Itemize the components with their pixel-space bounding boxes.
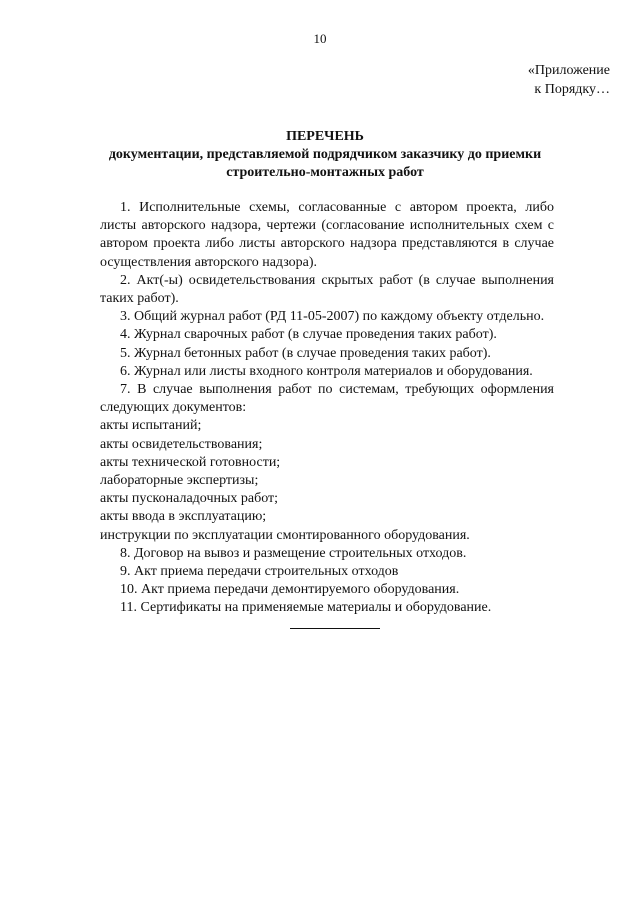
list-item-10: 10. Акт приема передачи демонтируемого оборудования. xyxy=(120,582,460,598)
list-subitem: акты ввода в эксплуатацию; xyxy=(100,509,267,525)
document-heading xyxy=(60,128,590,182)
list-subitem: акты технической готовности; xyxy=(100,454,281,470)
heading-subtitle-line-2: строительно-монтажных работ xyxy=(226,165,424,180)
list-item-4: 4. Журнал сварочных работ (в случае проведения таких работ). xyxy=(120,327,497,343)
page-number: 10 xyxy=(313,31,327,46)
list-item-1: 1. Исполнительные схемы, согласованные с автором проекта, либо листы авторского надзора, чертежи (согласование исполнительных схем с автором проекта либо листы авторского надзора представляются в случае осуществления авторского надзора). xyxy=(100,200,554,270)
appendix-reference xyxy=(528,61,610,99)
list-item-8: 8. Договор на вывоз и размещение строительных отходов. xyxy=(120,545,467,561)
list-item-3: 3. Общий журнал работ (РД 11-05-2007) по каждому объекту отдельно. xyxy=(120,309,545,325)
appendix-line-2: к Порядку… xyxy=(534,82,610,97)
heading-title: ПЕРЕЧЕНЬ xyxy=(286,129,364,144)
list-item-6: 6. Журнал или листы входного контроля материалов и оборудования. xyxy=(120,363,533,379)
list-subitem: инструкции по эксплуатации смонтированного оборудования. xyxy=(100,527,470,543)
list-subitem: акты освидетельствования; xyxy=(100,436,263,452)
list-item-5: 5. Журнал бетонных работ (в случае проведения таких работ). xyxy=(120,345,491,361)
appendix-line-1: «Приложение xyxy=(527,63,610,78)
heading-subtitle-line-1: документации, представляемой подрядчиком заказчику до приемки xyxy=(108,147,542,162)
list-item-11: 11. Сертификаты на применяемые материалы и оборудование. xyxy=(120,600,492,616)
list-subitem: акты пусконаладочных работ; xyxy=(100,491,279,507)
list-item-7: 7. В случае выполнения работ по системам, требующих оформления следующих документов: xyxy=(100,382,554,416)
list-item-2: 2. Акт(-ы) освидетельствования скрытых работ (в случае выполнения таких работ). xyxy=(100,272,554,307)
list-item-9: 9. Акт приема передачи строительных отходов xyxy=(120,564,399,580)
list-subitem: лабораторные экспертизы; xyxy=(100,473,259,489)
document-list xyxy=(100,199,554,618)
list-subitem: акты испытаний; xyxy=(100,418,202,434)
end-separator-line xyxy=(290,628,380,629)
